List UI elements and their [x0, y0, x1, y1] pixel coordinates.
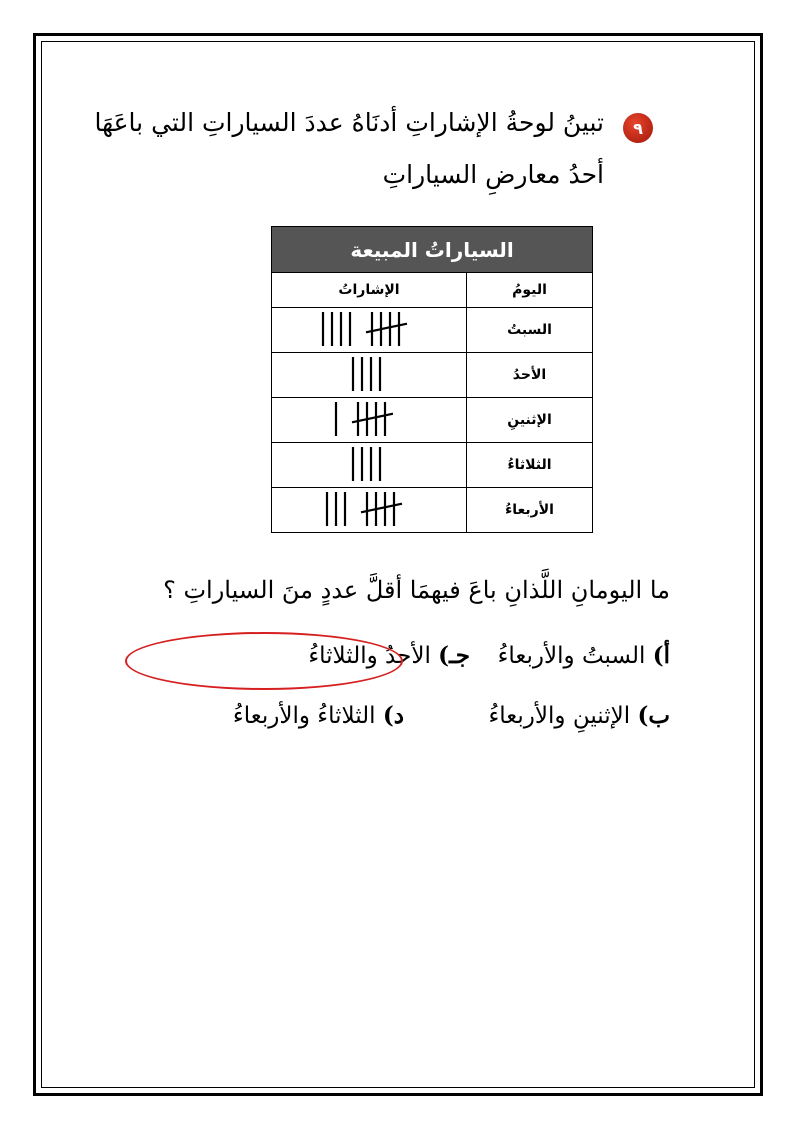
table-row — [272, 353, 593, 398]
tally-table — [271, 226, 593, 533]
question-text: ما اليومانِ اللَّذانِ باعَ فيهمَا أقلَّ عددٍ منَ السياراتِ ؟ — [163, 576, 670, 604]
table-row — [272, 398, 593, 443]
day-tuesday: الثلاثاءُ — [467, 443, 593, 488]
table-row — [272, 308, 593, 353]
choice-b-letter: ب) — [637, 702, 670, 729]
column-header-day: اليومُ — [467, 273, 593, 308]
day-saturday: السبتُ — [467, 308, 593, 353]
selected-answer-circle — [125, 632, 403, 690]
prompt-line-2: أحدُ معارضِ السياراتِ — [382, 160, 604, 189]
table-row — [272, 488, 593, 533]
choice-c-text: الأحدُ والثلاثاءُ — [308, 643, 431, 669]
choice-a-text: السبتُ والأربعاءُ — [497, 643, 646, 669]
choice-a[interactable] — [498, 642, 670, 669]
page-border-inner — [41, 41, 755, 1088]
tally-marks-sunday — [272, 353, 467, 398]
tally-marks-saturday — [272, 308, 467, 353]
tally-marks-tuesday — [272, 443, 467, 488]
day-wednesday: الأربعاءُ — [467, 488, 593, 533]
tally-svg — [317, 310, 422, 350]
tally-svg — [330, 400, 408, 440]
tally-svg — [321, 490, 417, 530]
tally-marks-wednesday — [272, 488, 467, 533]
day-sunday: الأحدُ — [467, 353, 593, 398]
choice-a-letter: أ) — [652, 642, 670, 669]
prompt-line-1: تبينُ لوحةُ الإشاراتِ أدنَاهُ عددَ السياراتِ التي باعَهَا — [94, 108, 604, 137]
tally-svg — [347, 355, 392, 395]
question-number-badge: ٩ — [623, 113, 653, 143]
choice-d[interactable] — [233, 702, 404, 729]
choice-d-text: الثلاثاءُ والأربعاءُ — [232, 703, 376, 729]
table-row — [272, 443, 593, 488]
choice-b-text: الإثنينِ والأربعاءُ — [488, 703, 631, 729]
column-header-marks: الإشاراتُ — [272, 273, 467, 308]
choice-c-letter: جـ) — [438, 642, 470, 669]
table-title: السياراتُ المبيعة — [272, 227, 593, 273]
tally-svg — [347, 445, 392, 485]
choice-b[interactable] — [488, 702, 670, 729]
day-monday: الإثنينِ — [467, 398, 593, 443]
choice-d-letter: د) — [382, 702, 404, 729]
tally-marks-monday — [272, 398, 467, 443]
